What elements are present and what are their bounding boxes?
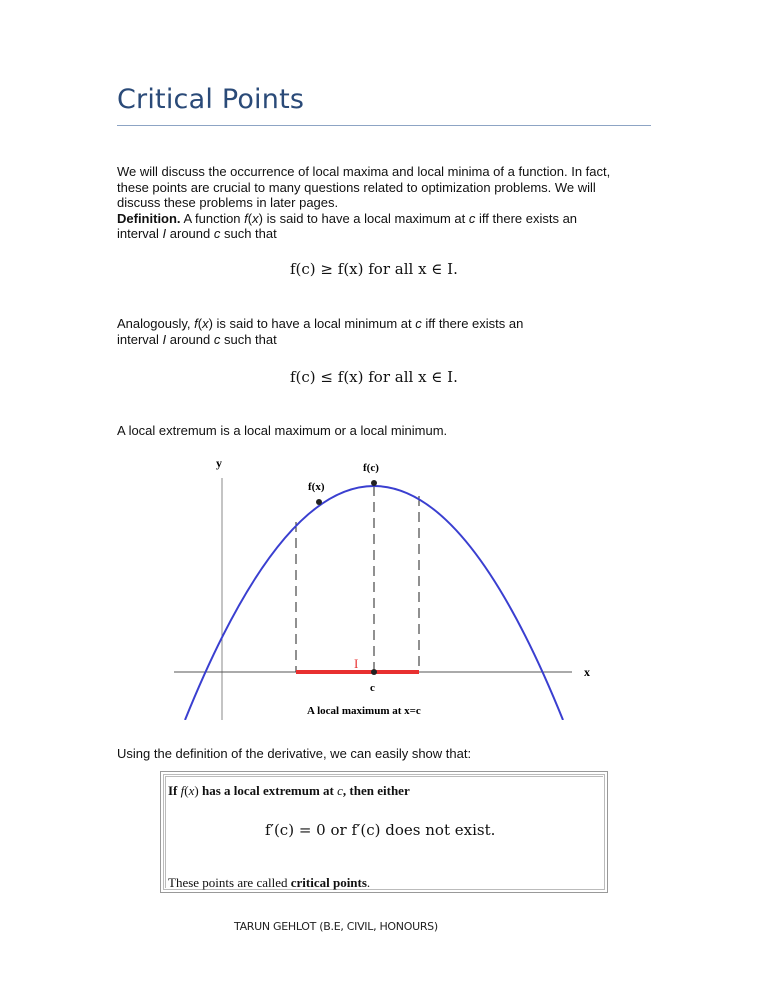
analog-text: iff there exists an [421,316,524,331]
intro-line-1: We will discuss the occurrence of local maxima and local minima of a function. In fact, [117,164,611,179]
definition-text: interval [117,226,163,241]
c-label: c [370,682,375,694]
theorem-box-inner [165,776,603,888]
sentence-text: . [366,875,371,890]
definition-text: around [166,226,214,241]
fx-label: f(x) [308,481,325,493]
analog-text: Analogously, [117,316,195,331]
page-title: Critical Points [117,84,305,115]
interval-symbol: I [162,226,167,241]
interval-label: I [354,656,359,671]
fx-point [316,499,322,505]
x-symbol: x [188,783,195,798]
definition-label: Definition. [117,210,181,226]
fx-symbol: f [194,316,198,331]
c-symbol: c [415,316,422,331]
page-footer: TARUN GEHLOT (B.E, CIVIL, HONOURS) [234,920,438,933]
definition-text: is said to have a local maximum at [262,210,469,226]
y-axis-label: y [216,456,222,470]
extremum-text: A local extremum is a local maximum or a local minimum. [117,423,448,438]
analog-text: around [166,331,214,347]
c-symbol: c [337,783,343,798]
theorem-text: If [168,783,181,798]
local-maximum-graph [172,452,602,720]
c-symbol: c [468,210,476,226]
analog-line-2 [117,332,657,348]
critical-point-equation: f′(c) = 0 or f′(c) does not exist. [265,821,496,839]
c-symbol: c [213,226,221,241]
definition-text: A function [180,210,245,226]
analogous-paragraph [117,316,657,347]
x-symbol: x [252,210,259,226]
c-symbol: c [213,331,221,347]
definition-line-2 [117,226,657,242]
derivative-text: Using the definition of the derivative, we can easily show that: [117,746,472,761]
c-point [371,669,377,675]
intro-line-2: these points are crucial to many questions related to optimization problems. We will [117,179,596,195]
fx-symbol: f [244,210,248,226]
x-axis-label: x [584,665,590,679]
interval-symbol: I [162,331,167,347]
intro-line-3: discuss these problems in later pages. [117,195,339,210]
fc-label: f(c) [363,462,379,474]
theorem-text: , then either [342,783,410,798]
sentence-text: These points are called [168,875,291,890]
local-max-equation: f(c) ≥ f(x) for all x ∈ I. [290,260,458,278]
analog-line-1: Analogously, f(x) is said to have a local minimum at c iff there exists an [117,316,524,331]
critical-points-term: critical points [290,875,367,890]
analog-text: interval [117,331,163,347]
title-underline [117,125,651,126]
theorem-text: has a local extremum at [198,783,338,798]
critical-points-sentence [168,875,370,891]
analog-text: is said to have a local minimum at [212,316,416,331]
definition-text: iff there exists an [475,210,578,226]
theorem-statement: If f(x) has a local extremum at c, then either [168,783,410,798]
graph-caption: A local maximum at x=c [307,705,421,717]
definition-text: such that [220,226,277,241]
f-symbol: f [180,783,185,798]
x-symbol: x [202,316,209,331]
local-min-equation: f(c) ≤ f(x) for all x ∈ I. [290,368,458,386]
intro-paragraph [117,164,657,242]
definition-line-1: Definition. A function f(x) is said to have a local maximum at c iff there exists an [117,210,578,226]
theorem-box [160,771,608,893]
max-point [371,480,377,486]
analog-text: such that [220,331,277,347]
